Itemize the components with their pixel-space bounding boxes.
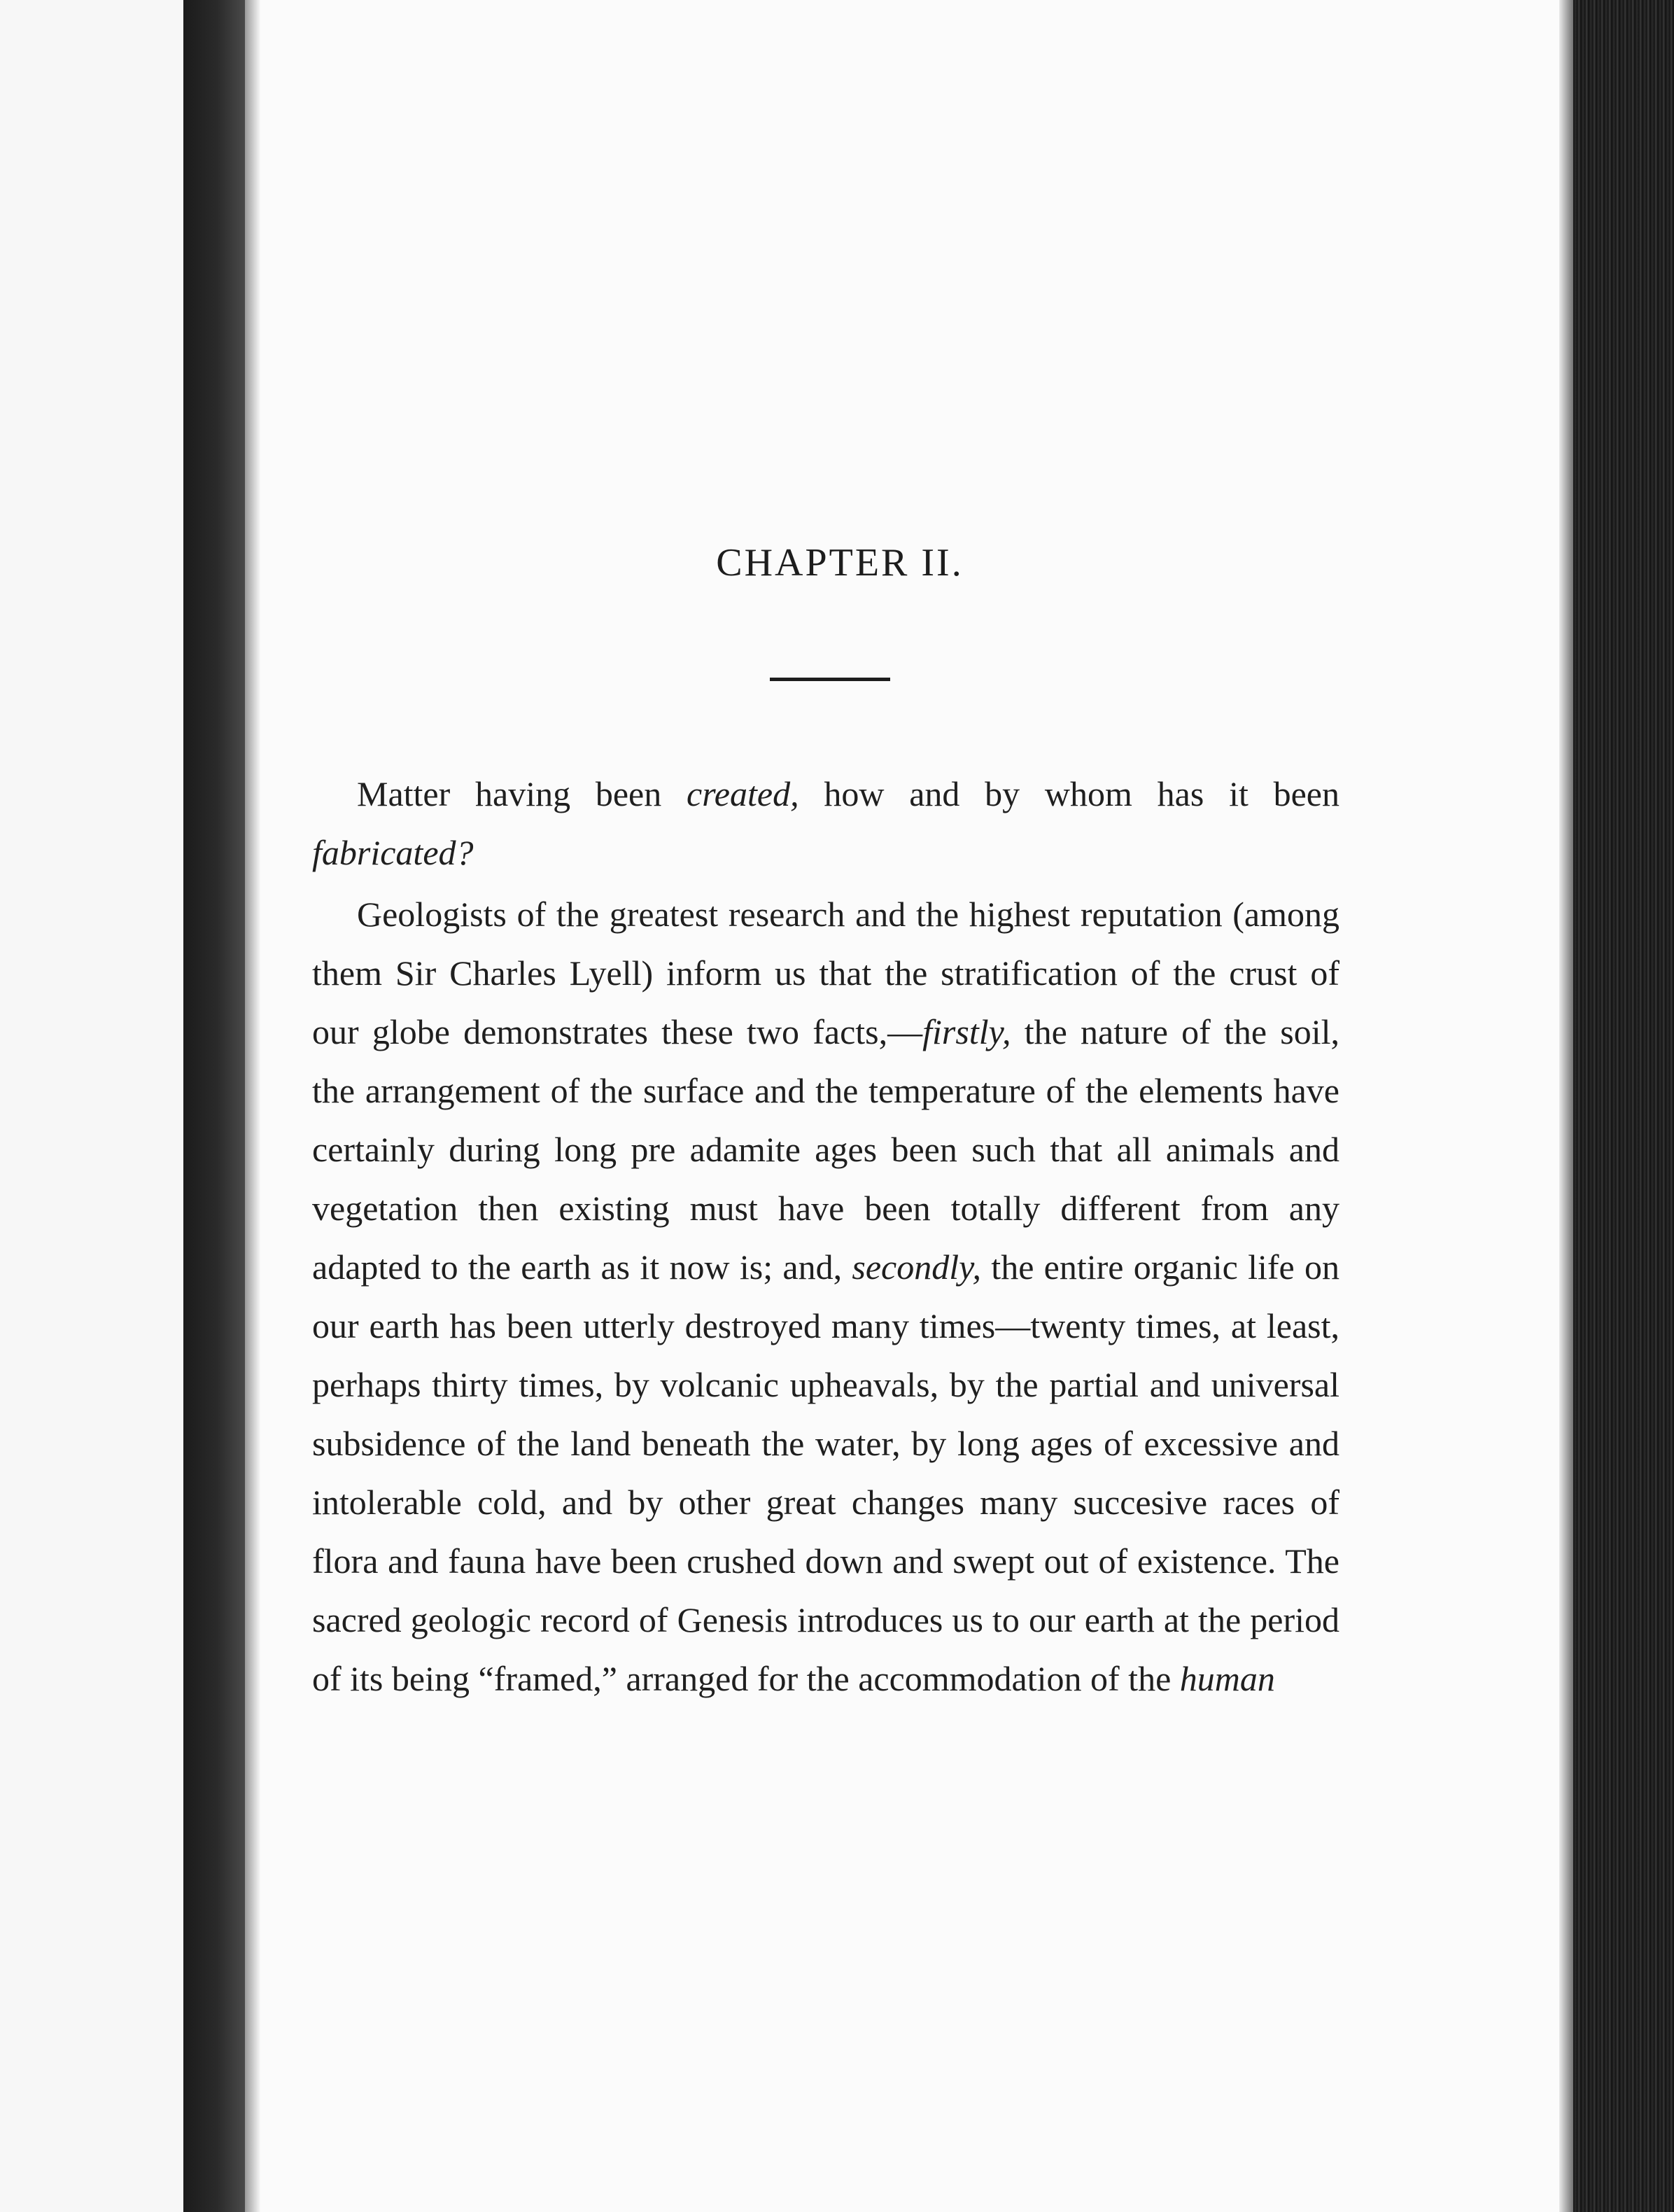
book-edge-left bbox=[183, 0, 245, 2212]
emphasis-secondly: secondly, bbox=[852, 1247, 982, 1287]
chapter-title: CHAPTER II. bbox=[716, 541, 964, 584]
text-run: Geologists of the greatest research and the highest reputation (among them Sir Charles Lyell) inform us that the stratification of the crust of our globe demonstrates these two facts,— bbox=[312, 895, 1339, 1051]
emphasis-human: human bbox=[1179, 1659, 1275, 1698]
paragraph-1 bbox=[312, 764, 1339, 882]
book-edge-right bbox=[1573, 0, 1674, 2212]
scan-background-left bbox=[0, 0, 183, 2212]
text-run: the nature of the soil, the arrangement of the surface and the temperature of the elements have certainly during long pre adamite ages been such that all animals and vegetation then existing must have been totally different from any adapted to the earth as it now is; and, bbox=[312, 1012, 1339, 1287]
emphasis-firstly: firstly, bbox=[922, 1012, 1011, 1051]
text-run: how and by whom has it been bbox=[799, 774, 1339, 813]
body-text bbox=[312, 764, 1339, 1711]
gutter-shadow bbox=[245, 0, 260, 2212]
text-run: Matter having been bbox=[357, 774, 687, 813]
text-run: the entire organic life on our earth has been utterly destroyed many times—twenty times, at least, perhaps thirty times, by volcanic upheavals, by the partial and universal subsidence of the land beneath the water, by long ages of excessive and intolerable cold, and by other great changes many succesive races of flora and fauna have been crushed down and swept out of existence. The sacred geologic record of Genesis introduces us to our earth at the period of its being “framed,” arranged for the accommodation of the bbox=[312, 1247, 1339, 1698]
emphasis-fabricated: fabricated? bbox=[312, 833, 474, 872]
paragraph-2 bbox=[312, 885, 1339, 1708]
title-rule bbox=[770, 678, 890, 681]
emphasis-created: created, bbox=[687, 774, 799, 813]
